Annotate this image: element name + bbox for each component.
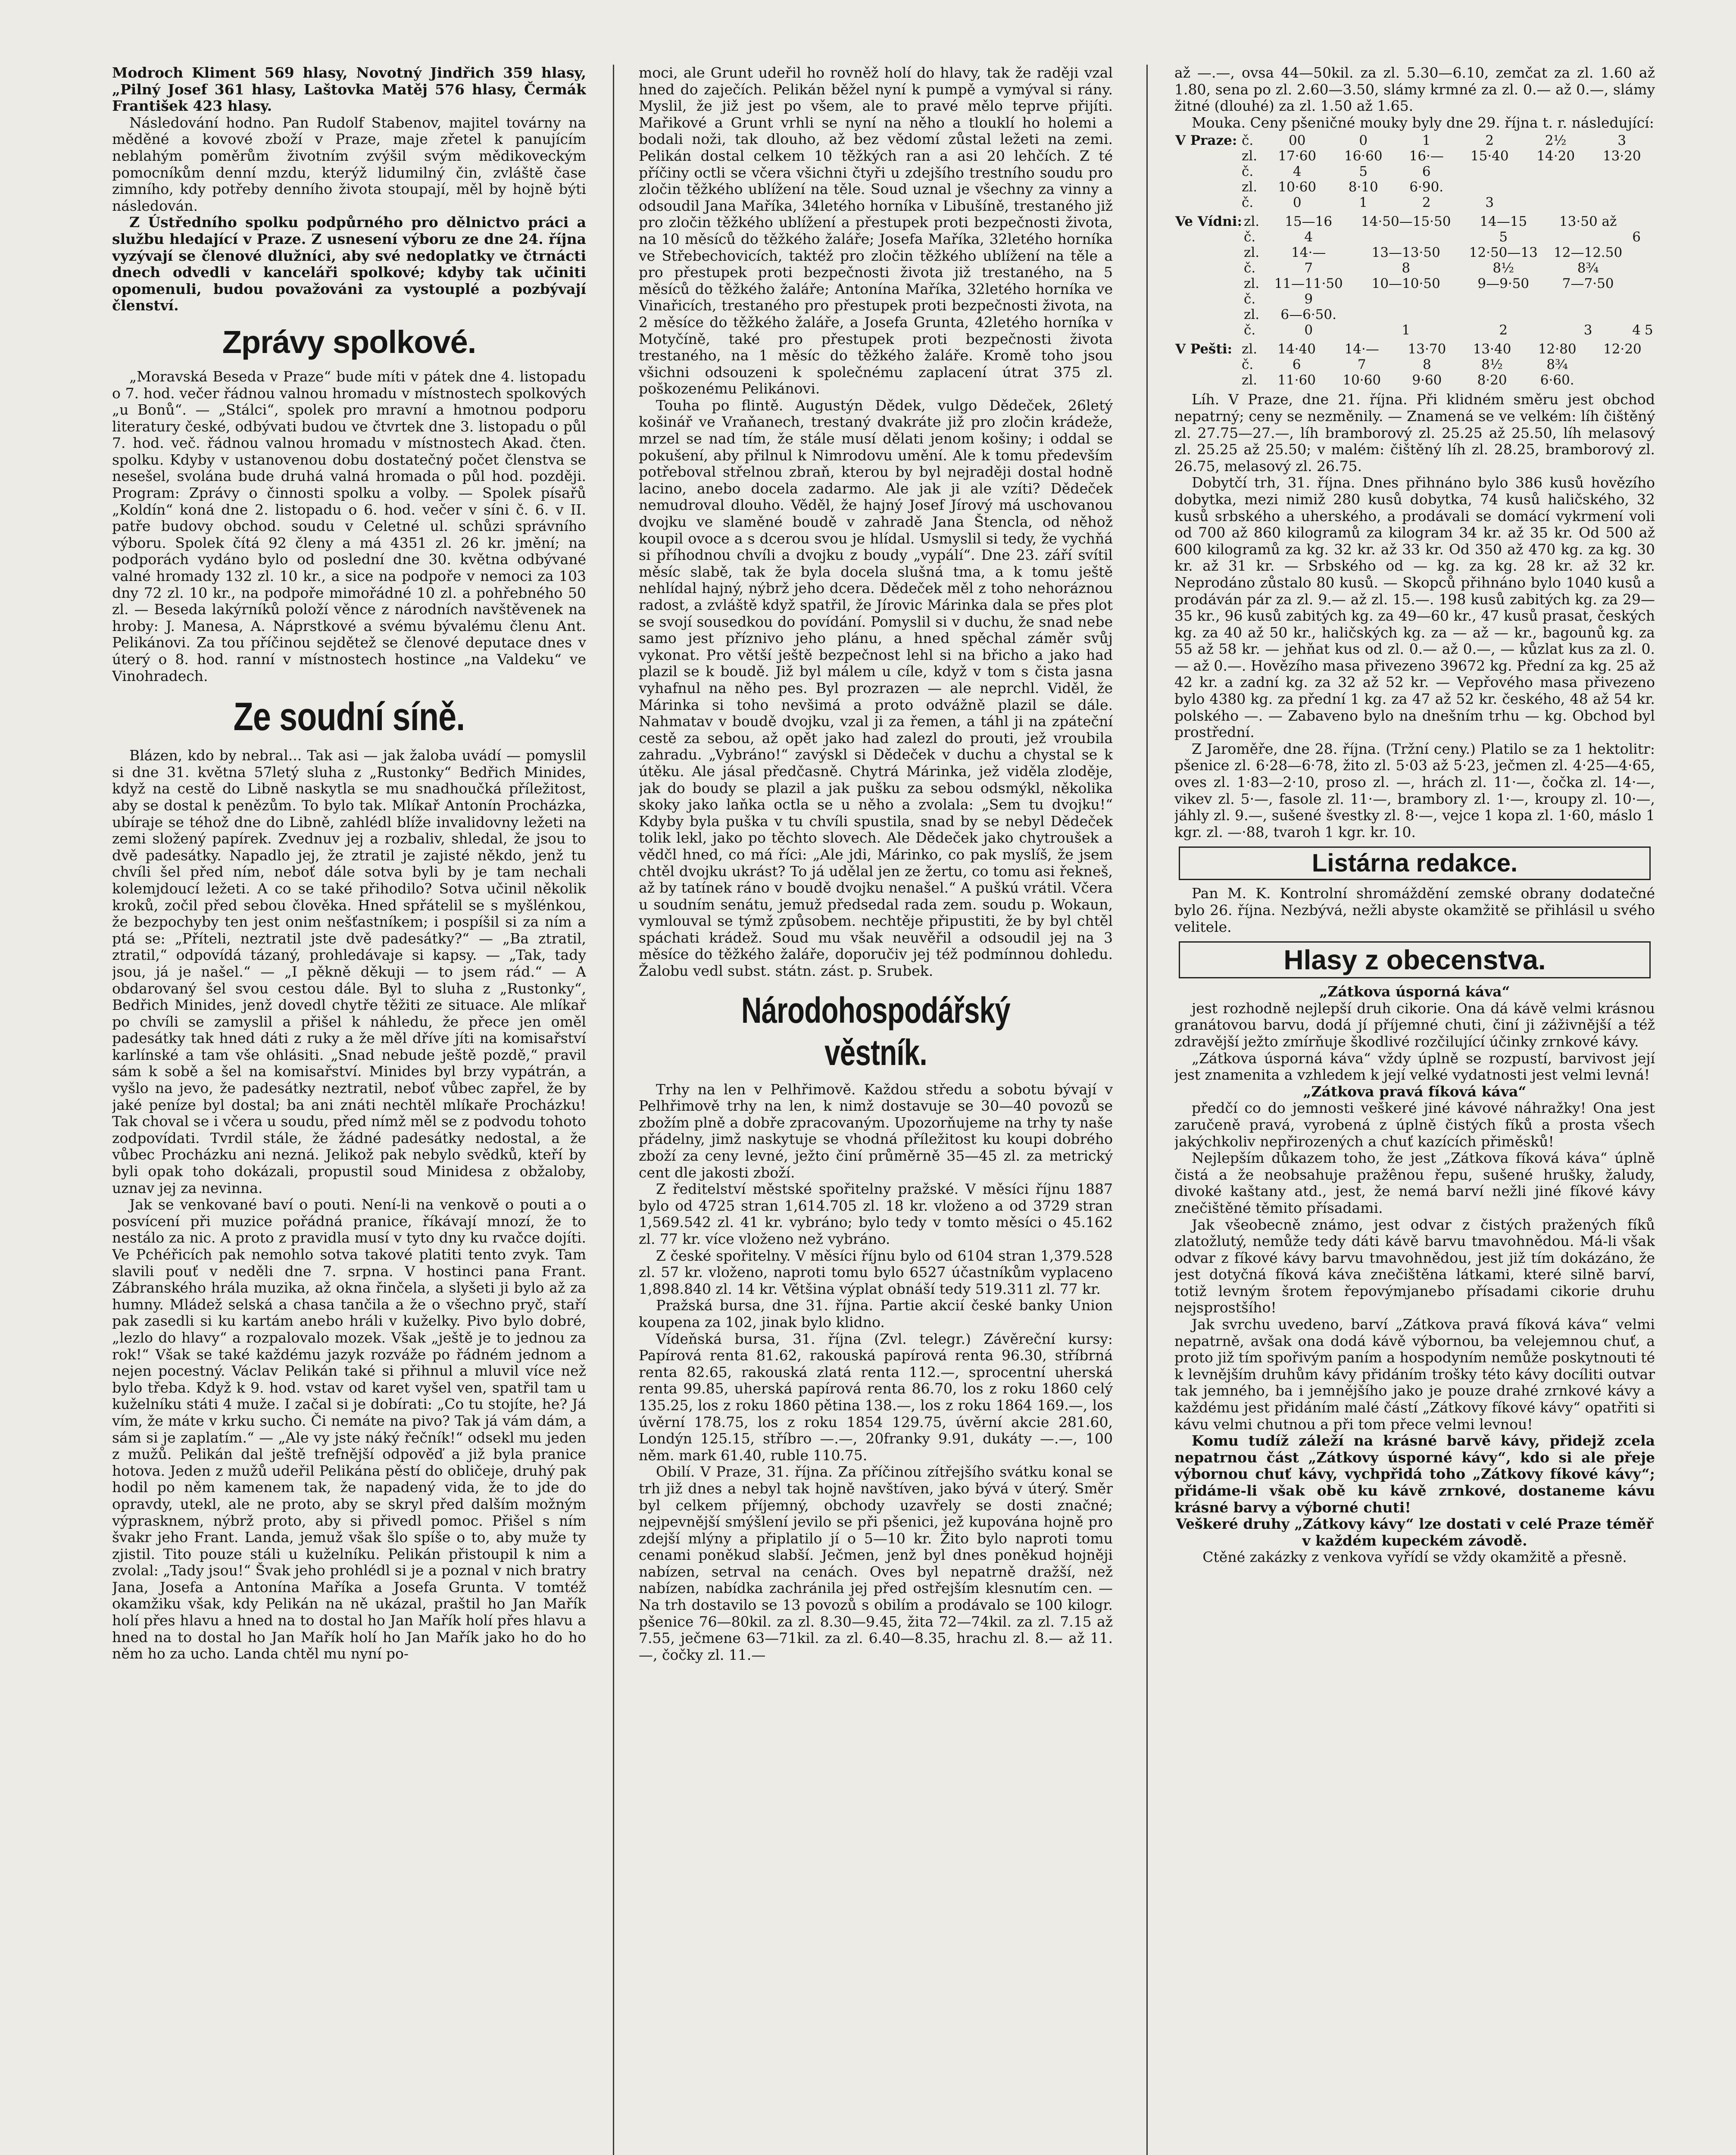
flour-price-tables — [1174, 133, 1655, 388]
price-cell: 7 — [1304, 260, 1313, 276]
price-cell: 2 — [1422, 195, 1431, 211]
price-cell: č. — [1244, 291, 1256, 307]
price-cell — [1351, 229, 1461, 245]
price-cell — [1630, 291, 1643, 307]
price-cell: 12·80 — [1538, 341, 1577, 357]
price-row — [1174, 133, 1655, 148]
article-paragraph: Ctěné zakázky z venkova vyřídí se vždy okamžitě a přesně. — [1202, 1549, 1627, 1566]
article-paragraph: Pan M. K. Kontrolní shromáždění zemské obrany dodatečné bylo 26. října. Nezbývá, nežli abyste okamžitě se přihlásil u svého velitele. — [1174, 885, 1655, 935]
price-cell: 9·60 — [1412, 372, 1442, 388]
price-cell — [1642, 291, 1655, 307]
price-row — [1174, 229, 1655, 245]
section-heading-hlasy-z-obecenstva: Hlasy z obecenstva. — [1179, 941, 1651, 978]
article-paragraph: Z Jaroměře, dne 28. října. (Tržní ceny.) Platilo se za 1 hektolitr: pšenice zl. 6·28—6·78, žito zl. 5·03 až 5·23, ječmen zl. 4·25—4·65, oves zl. 1·83—2·10, proso zl. —, hrách zl. 11·—, čočka zl. 14·—, vikev zl. 5·—, fasole zl. 11·—, brambory zl. 1·—, kroupy zl. 10·—, jáhly zl. 9.—, sušené švestky zl. 8·—, vejce 1 kopa zl. 1·60, máslo 1 kgr. zl. —·88, tvaroh 1 kgr. kr. 10. — [1174, 740, 1655, 840]
price-cell: č. — [1242, 195, 1254, 211]
price-cell: 14—15 — [1480, 214, 1527, 230]
price-cell: 8¾ — [1577, 260, 1599, 276]
ad-subheading: „Zátkova úsporná káva“ — [1319, 983, 1510, 1000]
price-cell: zl. — [1242, 372, 1258, 388]
price-cell — [1546, 229, 1630, 245]
price-cell: 13·20 — [1602, 148, 1641, 164]
price-table-label — [1174, 260, 1243, 276]
article-paragraph: Blázen, kdo by nebral... Tak asi — jak žaloba uvádí — pomyslil si dne 31. května 57letý sluha z „Rustonky“ Bedřich Minides, když na cestě do Libně naskytla se mu snadhoučká příležitost, aby se dostal k penězům. To bylo tak. Mlíkař Antonín Procházka, ubíraje se téhož dne do Libně, zahlédl blíže invalidovny ležeti na zemi složený papírek. Zvednuv jej a rozbaliv, shledal, že jsou to dvě padesátky. Napadlo jej, že ztratil je zajisté někdo, jenž tu chvíli šel před ním, neboť dále sotva byli by je tam nechali kolemjdoucí ležeti. A co se také přihodilo? Sotva učinil několik kroků, zočil před sebou člověka. Hned spřátelil se s myšlénkou, že bezpochyby ten jest onim nešťastníkem; i pospíšil si za ním a ptá se: „Příteli, neztratil jste dvě padesátky?“ — „Ba ztratil, ztratil,“ odpovídá tázaný, prohledávaje si kapsy. — „Tak, tady jsou, já je našel.“ — „I pěkně děkuji — to jsem rád.“ — A obdarovaný šel svou cestou dále. Byl to sluha z „Rustonky“, Bedřich Minides, jenž dovedl chytře těžiti ze situace. Ale mlíkař po chvíli se zamyslil a přišel k náhledu, že přece jen oměl padesátky tak hned dáti z ruky a že měl dříve jíti na komisařství karlínské a tam vše ohlásiti. „Snad nebude ještě pozdě,“ pravil sám k sobě a šel na komisařství. Minides byl brzy vypátrán, a vyšlo na jevo, že padesátky neztratil, neboť vůbec zapřel, že by jaké peníze byl dostal; ba ani znáti nechtěl mlíkaře Procházku! Tak choval se i včera u soudu, před nímž měl se z podvodu tohoto zodpovídati. Tvrdil stále, že žádné padesátky nedostal, a že vůbec Procházku ani nezná. Jelikož pak nebylo svědků, kteří by byli opak toho dokázali, propustil soud Minidesa z obžaloby, uznav jej za nevinna. — [112, 747, 586, 1196]
price-cell — [1546, 291, 1630, 307]
price-cell — [1642, 276, 1655, 291]
price-cell — [1456, 164, 1522, 179]
price-cell — [1642, 307, 1655, 322]
price-table-label — [1174, 164, 1241, 179]
price-cell: 4 — [1304, 229, 1313, 245]
price-table-label — [1174, 357, 1241, 372]
price-cell — [1523, 179, 1589, 195]
price-table — [1174, 214, 1655, 338]
price-cell — [1630, 307, 1643, 322]
price-table-label: V Pešti: — [1175, 341, 1233, 357]
column-rule — [613, 65, 614, 2155]
price-row — [1174, 214, 1655, 229]
price-cell: 10—10·50 — [1371, 276, 1440, 292]
price-row — [1174, 148, 1655, 164]
price-cell: 13·40 — [1473, 341, 1511, 357]
price-cell: č. — [1242, 133, 1254, 149]
article-paragraph: Obilí. V Praze, 31. října. Za příčinou zítřejšího svátku konal se trh již dnes a nebyl tak hojně navštíven, jako bývá v úterý. Směr byl celkem příjemný, obchody uzavřely se dosti značné; nejpevnější smýšlení jevilo se při pšenici, jež kupována hojně pro zdejší mlýny a připlatilo jí o 5—10 kr. Žito bylo naproti tomu cenami poněkud slabší. Ječmen, jenž byl dnes poněkud hojněji nabízen, setrval na cenách. Oves byl nepatrně dražší, než nabízen, nabídka zachránila jej před ostřejším klesnutím cen. — Na trh dostavilo se 13 povozů s obilím a prodávalo se 100 kilogr. pšenice 76—80kil. za zl. 8.30—9.45, žita 72—74kil. za zl. 7.15 až 7.55, ječmene 63—71kil. za zl. 6.40—8.35, hrachu zl. 8.— až 11.—, čočky zl. 11.— — [639, 1463, 1113, 1663]
column-2 — [639, 65, 1113, 2155]
price-cell: 12·20 — [1603, 341, 1642, 357]
article-paragraph: Následování hodno. Pan Rudolf Stabenov, majitel továrny na měděné a kovové zboží v Praze, maje zřetel k panujícím neblahým poměrům životním zvýšil svým mědikoveckým pomocníkům denní mzdu, kterýž lidumilný čin, zvláště čase zimního, kdy potřeby denního života stoupají, měl by hojně býti následován. — [112, 114, 586, 214]
price-cell: zl. — [1242, 179, 1258, 195]
newspaper-page — [112, 65, 1655, 2155]
article-paragraph: „Zátkova úsporná káva“ vždy úplně se rozpustí, barvivost její jest znamenita a vzhledem k její velké vydatnosti jest velmi levná! — [1174, 1049, 1655, 1084]
price-cell: č. — [1244, 260, 1256, 276]
price-cell — [1642, 245, 1655, 260]
section-heading-zpravy-spolkove: Zprávy spolkové. — [222, 324, 476, 360]
price-cell: zl. — [1244, 307, 1260, 323]
price-row — [1174, 276, 1655, 291]
price-cell: 8 — [1402, 260, 1411, 276]
price-cell: zl. — [1244, 276, 1260, 292]
price-cell: 17·60 — [1278, 148, 1317, 164]
price-cell — [1589, 179, 1655, 195]
price-cell: č. — [1242, 357, 1254, 373]
column-rule — [1146, 65, 1148, 2155]
price-cell — [1590, 372, 1655, 388]
article-paragraph: Jak všeobecně známo, jest odvar z čistých pražených fíků zlatožlutý, nemůže tedy dáti kávě barvu tmavohnědou. Má-li však odvar z fíkové kávy barvu tmavohnědou, jest již tím dokázáno, že jest dotyčná fíková káva znečištěna látkami, které silně barví, totiž levným šrotem řepovýmjanebo přísadami cikorie druhu nejsprostšího! — [1174, 1216, 1655, 1316]
price-cell: 4 — [1293, 164, 1302, 180]
price-table — [1174, 133, 1655, 210]
article-paragraph: Touha po flintě. Augustýn Dědek, vulgo Dědeček, 26letý košinář ve Vraňanech, trestaný dvakráte již pro zločin krádeže, mrzel se nad tím, že stále musí dělati jenom košiny; i oddal se pokušení, aby přilnul k Nimrodovu umění. Ale k tomu především potřeboval střelnou zbraň, kterou by byl nejraději dostal hodně lacino, anebo docela zadarmo. Ale jak ji ale vzíti? Dědeček nemudroval dlouho. Věděl, že hajný Josef Jírový má uschovanou dvojku ve slaměné boudě v zahradě Jana Štencla, od něhož koupil ovoce a s dcerou svou je hlídal. Usmyslil si tedy, že vychňá si příhodnou chvíli a dvojku z boudy „vypálí“. Dne 23. září svítil měsíc slabě, tak že byla docela slušná tma, a k tomu ještě nehlídal hajný, nýbrž jeho dcera. Dědeček měl z toho nehoráznou radost, a zvláště když spatřil, že Jírovic Márinka dala se přes plot se svojí sousedkou do povídání. Pomyslil si v duchu, že snad nebe samo jest příznivo jeho plánu, a hned spěchal záměr svůj vykonat. Pro větší ještě bezpečnost lehl si na břicho a jako had plazil se k boudě. Již byl málem u cíle, když v tom s čista jasna vyhafnul na něho pes. Byl prozrazen — ale neprchl. Viděl, že Márinka si toho nevšimá a proto odvážně plazil se dále. Nahmatav v boudě dvojku, vzal ji za řemen, a táhl ji na zpáteční cestě za sebou, až opět jako had zalezl do prouti, jež vroubila zahradu. „Vybráno!“ zavýskl si Dědeček v duchu a chystal se k útěku. Ale jásal předčasně. Chytrá Márinka, jež viděla zloděje, jak do boudy se plazil a jak pušku za sebou odsmýkl, několika skoky jako laňka octla se u něho a zvolala: „Sem tu dvojku!“ Kdyby byla puška v tu chvíli spustila, snad by se nebyl Dědeček tolik lekl, jako po těchto slovech. Ale Dědeček jako chytroušek a vědčl hned, co má říci: „Ale jdi, Márinko, co pak myslíš, že jsem chtěl dvojku ukrást? To já udělal jen ze žertu, co tomu asi řekneš, až by tatínek ráno v boudě dvojku nenašel.“ A puškú vrátil. Včera u soudním senátu, jemuž předsedal rada zem. soudu p. Wokaun, vymlouval se týmž způsobem. nechtěje připustiti, že by byl chtěl spáchati krádež. Soud mu však neuvěřil a odsoudil jej na 3 měsíce do těžkého žaláře, doporučiv jej též podmínnou dohledu. Žalobu vedl subst. státn. zást. p. Srubek. — [639, 397, 1113, 980]
price-cell: zl. — [1242, 341, 1258, 357]
price-cell: 16·60 — [1344, 148, 1383, 164]
article-paragraph: Z Ústředního spolku podpůrného pro dělnictvo práci a službu hledající v Praze. Z usnesení výboru ze dne 24. října vyzývají se členové dlužníci, aby své nedoplatky ve čtrnácti dnech odvedli v kanceláři spolkové; kdyby tak učiniti opomenuli, budou považováni za vystouplé a pozbývají členství. — [112, 214, 586, 314]
price-cell: 8½ — [1492, 260, 1514, 276]
price-cell — [1456, 179, 1522, 195]
article-paragraph: „Moravská Beseda v Praze“ bude míti v pátek dne 4. listopadu o 7. hod. večer řádnou valnou hromadu v místnostech spolkových „u Bonů“. — „Stálci“, spolek pro mravní a hmotnou podporu literatury české, odbývati budou ve čtvrtek dne 3. listopadu o půl 7. hod. več. řádnou valnou hromadu v místnostech Akad. čten. spolku. Kdyby v ustanovenou dobu dostatečný počet členstva se nesešel, svolána bude druhá valná hromada o půl hod. později. Program: Zprávy o činnosti spolku a volby. — Spolek písařů „Koldín“ koná dne 2. listopadu o 6. hod. večer v síni č. 6. v II. patře budovy obchod. soudu v Celetné ul. schůzi správního výboru. Spolek čítá 92 členy a má 4351 zl. 26 kr. jmění; na podporách vydáno bylo od poslední dne 30. května odbývané valné hromady 132 zl. 10 kr., a sice na podpoře v nemoci za 103 dny 72 zl. 10 kr., na podpoře mimořádné 10 zl. a pohřebného 50 zl. — Beseda lakýrníků položí věnce z národních navštěvenek na hroby: J. Manesa, A. Náprstkové a svému bývalému členu Ant. Pelikánovi. Za tou příčinou sejdětež se členové deputace dnes v úterý o 8. hod. ranní v místnostech hostince „na Valdeku“ ve Vinohradech. — [112, 368, 586, 684]
article-paragraph: Jak se venkované baví o pouti. Není-li na venkově o pouti a o posvícení při muzice pořádná pranice, říkávají mnozí, že to nestálo za nic. A proto z pravidla musí v tyto dny ku rvačce dojíti. Ve Pchéřicích pak nemohlo sotva takové platiti tento zvyk. Tam slavili pouť v neděli dne 7. srpna. V hostinci pana Frant. Zábranského hrála muzika, až okna řinčela, a slyšeti ji bylo až za humny. Mládež selská a chasa tančila a že o všechno pryč, staří pak zasedli si ku kartám anebo hráli v kuželky. Pivo bylo dobré, „lezlo do hlavy“ a rozpalovalo mozek. Však „ještě je to jednou za rok!“ Však se také každému jazyk rozváže po řádném jednom a nejen pocestný. Václav Pelikán také si přihnul a mluvil více než bylo třeba. Když k 9. hod. vstav od karet vyšel ven, spatřil tam u kuželníku státi 4 muže. I začal si je dobírati: „Co tu stojíte, he? Já vím, že máte v krku sucho. Či nemáte na pivo? Tak já vám dám, a sám si je zaplatím.“ — „Ale vy jste náký řečník!“ odsekl mu jeden z mužů. Pelikán dal ještě trefnější odpověď a již byla pranice hotova. Jeden z mužů udeřil Pelikána pěstí do obličeje, druhý pak hodil po něm kamenem tak, že napadený vida, že to jde do opravdy, utekl, ale ne proto, aby se skryl před dalším možným výprasknem, nýbrž proto, aby si přivedl pomoc. Přišel s ním švakr jeho Frant. Landa, jemuž však šlo spíše o to, aby muže ty zjistil. Tito pouze stáli u kuželníku. Pelikán přistoupil k nim a zvolal: „Tady jsou!“ Švak jeho prohlédl si je a poznal v nich bratry Jana, Josefa a Antonína Maříka a Josefa Grunta. V tomtéž okamžiku však, kdy Pelikán na ně ukázal, praštil ho Jan Mařík holí přes hlavu a hned na to dostal ho Jan Mařík holí přes hlavu a hned na to dostal ho Jan Mařík holí ho Jan Mařík jako ho do ho něm ho za ucho. Landa chtěl mu nyní po- — [112, 1196, 586, 1662]
article-paragraph: Líh. V Praze, dne 21. října. Při klidném směru jest obchod nepatrný; ceny se nezměnily. — Znamená se ve velkém: líh čištěný zl. 27.75—27.—, líh bramborový zl. 25.25 až 25.50, líh melasový zl. 25.25 až 25.50; v malém: čištěný líh zl. 28.25, bramborový zl. 26.75, melasový zl. 26.75. — [1174, 391, 1655, 475]
price-table-label — [1174, 372, 1241, 388]
article-paragraph: Z ředitelství městské spořitelny pražské. V měsíci říjnu 1887 bylo od 4725 stran 1,614.705 zl. 18 kr. vloženo a od 3729 stran 1,569.542 zl. 41 kr. vybráno; bylo tedy v tomto měsíci o 45.162 zl. 77 kr. více vloženo než vybráno. — [639, 1181, 1113, 1247]
price-cell — [1351, 291, 1461, 307]
price-cell: 4 — [1632, 322, 1641, 338]
price-cell: 2½ — [1545, 133, 1567, 149]
price-cell: 12—12.50 — [1554, 245, 1623, 261]
price-table-label — [1174, 276, 1243, 291]
price-cell — [1351, 307, 1461, 322]
price-cell — [1590, 357, 1655, 372]
article-paragraph: moci, ale Grunt udeřil ho rovněž holí do hlavy, tak že raději vzal hned do zaječích. Pelikán běžel nyní k pumpě a vymýval si rány. Myslil, že již jest po všem, ale to pravé mělo teprve přijíti. Mařikové a Grunt vrhli se nyní na něho a tlouklí ho holemi a bodali noži, tak dlouho, až bez vědomí zůstal ležeti na zemi. Pelikán dostal celkem 10 těžkých ran a asi 20 lehčích. Z té příčiny octli se včera všichni čtyři u zdejšího trestního soudu pro zločin těžkého ublížení na těle. Soud uznal je všechny za vinny a odsoudil Jana Maříka, 34letého horníka v Libušíně, trestaného již pro zločin těžkého ublížení a přestupek proti bezpečnosti života, na 10 měsíců do těžkého žaláře; Josefa Maříka, 32letého horníka ve Střebechovicích, taktéž pro zločin těžkého ublížení na těle a pro přestupek proti bezpečnosti života již trestaného, na 5 měsíců do těžkého žaláře; Antonína Maříka, 32letého horníka ve Vinařicích, trestaného pro přestupek proti bezpečnosti života, na 2 měsíce do těžkého žaláře, a Josefa Grunta, 42letého horníka v Motyčíně, také pro přestupek proti bezpečnosti života trestaného, na 1 měsíc do těžkého žaláře. Kromě toho jsou všichni odsouzeni k společnému zaplacení útrat 375 zl. poškozenému Pelikánovi. — [639, 65, 1113, 397]
price-cell — [1523, 164, 1589, 179]
price-cell: 8¾ — [1546, 357, 1568, 373]
ad-subheading: „Zátkova pravá fíková káva“ — [1303, 1083, 1527, 1100]
price-table-label — [1174, 229, 1243, 245]
section-heading-ze-soudni-sine: Ze soudní síně. — [233, 695, 465, 739]
price-table-label — [1174, 291, 1243, 307]
price-cell: 1 — [1359, 195, 1368, 211]
price-table — [1174, 341, 1655, 388]
price-cell — [1642, 260, 1655, 276]
price-cell: 00 — [1289, 133, 1306, 149]
price-cell: 3 — [1617, 133, 1627, 149]
price-cell: 2 — [1485, 133, 1494, 149]
article-paragraph: Nejlepším důkazem toho, že jest „Zátkova fíková káva“ úplně čistá a že neobsahuje pražênou řepu, sušené hrušky, žaludy, divoké kaštany atd., jest, že nemá barví nežli jiné fíkové kávy znečištěné těmito přísadami. — [1174, 1149, 1655, 1216]
article-paragraph: Veškeré druhy „Zátkovy kávy“ lze dostati v celé Praze téměř v každém kupeckém závodě. — [1176, 1515, 1654, 1549]
price-row — [1174, 291, 1655, 307]
article-paragraph: Mouka. Ceny pšeničné mouky byly dne 29. října t. r. následující: — [1192, 114, 1654, 131]
price-cell: 6·60. — [1540, 372, 1574, 388]
price-cell — [1461, 291, 1546, 307]
price-table-label: V Praze: — [1175, 133, 1237, 149]
article-paragraph: Vídeňská bursa, 31. října (Zvl. telegr.) Závěreční kursy: Papírová renta 81.62, rakouská papírová renta 96.30, stříbrná renta 82.65, rakouská zlatá renta 112.—, sprocentní uherská renta 99.85, uherská papírová renta 86.70, los z roku 1860 celý 135.25, los z roku 1860 pětina 138.—, los z roku 1864 169.—, los úvěrní 178.75, los z roku 1854 129.75, úvěrní akcie 281.60, Londýn 125.15, stříbro —.—, 20franky 9.91, dukáty —.—, 100 něm. mark 61.40, ruble 110.75. — [639, 1330, 1113, 1464]
price-cell: 16·— — [1409, 148, 1444, 164]
price-cell: 12·50—13 — [1469, 245, 1538, 261]
price-cell: 5 — [1644, 322, 1653, 338]
price-cell: zl. — [1244, 245, 1260, 261]
price-cell — [1546, 307, 1630, 322]
price-cell: 0 — [1359, 133, 1368, 149]
price-table-label — [1174, 195, 1241, 210]
article-paragraph: až —.—, ovsa 44—50kil. za zl. 5.30—6.10, zemčat za zl. 1.60 až 1.80, sena po zl. 2.60—3.50, slámy krmné za zl. 0.— až 0.—, slámy žitné (dlouhé) za zl. 1.50 až 1.65. — [1174, 65, 1655, 115]
article-paragraph: Modroch Kliment 569 hlasy, Novotný Jindřich 359 hlasy, „Pilný Josef 361 hlasy, Laštovka Matěj 576 hlasy, Čermák František 423 hlasy. — [112, 65, 586, 115]
price-row — [1174, 372, 1655, 388]
price-cell: 14·40 — [1277, 341, 1316, 357]
price-table-label — [1174, 245, 1243, 260]
price-cell — [1642, 229, 1655, 245]
column-1 — [112, 65, 586, 2155]
price-cell: č. — [1244, 322, 1256, 338]
price-cell: 7 — [1357, 357, 1366, 373]
price-cell — [1461, 307, 1546, 322]
price-row — [1174, 322, 1655, 338]
price-cell: 10·60 — [1278, 179, 1317, 195]
price-cell: 11—11·50 — [1274, 276, 1343, 292]
price-row — [1174, 260, 1655, 276]
price-row — [1174, 307, 1655, 322]
price-cell: 3 — [1583, 322, 1592, 338]
price-cell: 15·40 — [1470, 148, 1509, 164]
price-cell: 3 — [1485, 195, 1494, 211]
price-cell: 14·50—15·50 — [1361, 214, 1451, 230]
section-heading-listarna-redakce: Listárna redakce. — [1179, 846, 1651, 880]
price-cell: 5 — [1499, 229, 1508, 245]
price-row — [1174, 179, 1655, 195]
price-cell: 11·60 — [1277, 372, 1316, 388]
article-paragraph: Z české spořitelny. V měsíci říjnu bylo od 6104 stran 1,379.528 zl. 57 kr. vloženo, naproti tomu bylo 6527 účastníkům vyplaceno 1,898.840 zl. 14 kr. Většina výplat obnáší tedy 519.311 zl. 77 kr. — [639, 1247, 1113, 1297]
price-table-label — [1174, 307, 1243, 322]
price-cell — [1589, 164, 1655, 179]
price-cell — [1630, 214, 1643, 229]
price-cell: č. — [1244, 229, 1256, 245]
price-cell: 14·— — [1291, 245, 1326, 261]
price-cell — [1630, 245, 1643, 260]
price-cell: zl. — [1242, 148, 1258, 164]
price-cell: 9—9·50 — [1477, 276, 1530, 292]
price-row — [1174, 195, 1655, 210]
price-cell — [1630, 260, 1643, 276]
price-cell: č. — [1242, 164, 1254, 180]
price-cell: 1 — [1422, 133, 1431, 149]
price-cell: 9 — [1304, 291, 1313, 307]
price-cell: 0 — [1293, 195, 1302, 211]
price-row — [1174, 245, 1655, 260]
price-table-label — [1174, 322, 1243, 338]
price-cell: 15—16 — [1285, 214, 1333, 230]
price-cell: 8 — [1423, 357, 1431, 373]
article-paragraph: Pražská bursa, dne 31. října. Partie akcií české banky Union koupena za 102, jinak bylo klidno. — [639, 1297, 1113, 1330]
price-table-label — [1174, 148, 1241, 164]
price-row — [1174, 357, 1655, 372]
column-3 — [1174, 65, 1655, 2155]
article-paragraph: Komu tudíž záleží na krásné barvě kávy, přidejž zcela nepatrnou část „Zátkovy úsporné kávy“, kdo si ale přeje výbornou chuť kávy, vychpřidá toho „Zátkovy fíkové kávy“; přidáme-li však obě ku kávě zrnkové, dostaneme kávu krásné barvy a výborné chuti! — [1174, 1432, 1655, 1516]
price-cell: 14·— — [1344, 341, 1379, 357]
price-cell — [1523, 195, 1589, 210]
price-cell — [1589, 195, 1655, 210]
price-cell: zl. — [1244, 214, 1260, 230]
price-row — [1174, 341, 1655, 357]
price-table-label: Ve Vídni: — [1175, 214, 1242, 230]
price-cell: 0 — [1304, 322, 1313, 338]
price-cell: 14·20 — [1536, 148, 1575, 164]
price-cell: 6·90. — [1409, 179, 1444, 195]
price-table-label — [1174, 179, 1241, 195]
price-cell: 2 — [1499, 322, 1508, 338]
article-paragraph: Trhy na len v Pelhřimově. Každou středu a sobotu bývají v Pelhřimově trhy na len, k nimž dostavuje se 30—40 povozů se zbožím plně a dobře zpracovaným. Upozorňujeme na trhy ty naše přádelny, jimž naskytuje se vhodná příležitost ku koupi dobrého zboží za ceny levné, ježto činí průměrně 35—45 zl. za metrický cent dle jakosti zboží. — [639, 1081, 1113, 1181]
price-cell: 6 — [1632, 229, 1641, 245]
article-paragraph: Dobytčí trh, 31. října. Dnes přihnáno bylo 386 kusů hovězího dobytka, mezi nimiž 280 kusů dobytka, 74 kusů haličského, 32 kusů srbského a uherského, a prodávali se domácí vykrmení voli od 700 až 860 kilogramů za kilogram 34 kr. až 35 kr. Od 500 až 600 kilogramů za kg. 32 kr. až 33 kr. Od 350 až 470 kg. za kg. 30 kr. až 31 kr. — Srbského od — kg. za kg. 28 kr. až 32 kr. Neprodáno zůstalo 80 kusů. — Skopců přihnáno bylo 1040 kusů a prodáván pár za zl. 9.— až zl. 15.—. 198 kusů zabitých kg. za 29—35 kr., 96 kusů zabitých kg. za 49—60 kr., 47 kusů prasat, českých kg. za 40 až 50 kr., haličských kg. za — až — kr., bagounů kg. za 55 až 58 kr. — jehňat kus od zl. 0.— až 0.—, — kůzlat kus za zl. 0.— až 0.—. Hovězího masa přivezeno 39672 kg. Přední za kg. 25 až 42 kr. a zadní kg. za 32 až 52 kr. — Vepřového masa přivezeno bylo 4380 kg. za přední 1 kg. za 47 až 52 kr. českého, 48 až 54 kr. polského —. — Zabaveno bylo na dnešním trhu — kg. Obchod byl prostřední. — [1174, 474, 1655, 741]
price-cell — [1642, 214, 1655, 229]
article-paragraph: Jak svrchu uvedeno, barví „Zátkova pravá fíková káva“ velmi nepatrně, avšak ona dodá kávě výbornou, ba velejemnou chuť, a proto již tím spořivým paním a hospodyním nemůže poskytnouti té k levnějším druhům kávy přidáním trošky této kávy docíliti outvar tak jemného, ba i jemnějšího jako je pouze drahé zrnkové kávy a každému jest přidáním malé částí „Zátkovy fíkové kávy“ opatřiti si kávu velmi chutnou a při tom přece velmi levnou! — [1174, 1316, 1655, 1433]
price-cell: 8·10 — [1348, 179, 1378, 195]
price-cell: 5 — [1359, 164, 1368, 180]
price-cell — [1630, 276, 1643, 291]
price-cell: 13·50 až — [1559, 214, 1617, 230]
article-paragraph: předčí co do jemnosti veškeré jiné kávové náhražky! Ona jest zaručeně pravá, vyrobená z úplně čistých fíků a prosta všech jakýchkoliv nepřirozených a chuť kazících přiměsků! — [1174, 1099, 1655, 1150]
price-cell: 8·20 — [1477, 372, 1507, 388]
section-heading-narodohospodarsky-vestnik: Národohospodářský věstník. — [741, 990, 1010, 1073]
price-cell: 7—7·50 — [1562, 276, 1614, 292]
price-cell: 13·70 — [1408, 341, 1446, 357]
price-cell: 13—13·50 — [1371, 245, 1440, 261]
price-cell: 10·60 — [1343, 372, 1381, 388]
price-cell: 6 — [1422, 164, 1431, 180]
price-cell: 6 — [1292, 357, 1301, 373]
price-cell: 1 — [1402, 322, 1411, 338]
article-paragraph: jest rozhodně nejlepší druh cikorie. Ona dá kávě velmi krásnou granátovou barvu, dodá jí příjemné chuti, činí ji záživnější a též zdravější ježto zmírňuje škodlivé rozčilující účinky zrnkové kávy. — [1174, 999, 1655, 1050]
price-row — [1174, 164, 1655, 179]
price-cell: 8½ — [1481, 357, 1503, 373]
price-cell: 6—6·50. — [1280, 307, 1336, 323]
